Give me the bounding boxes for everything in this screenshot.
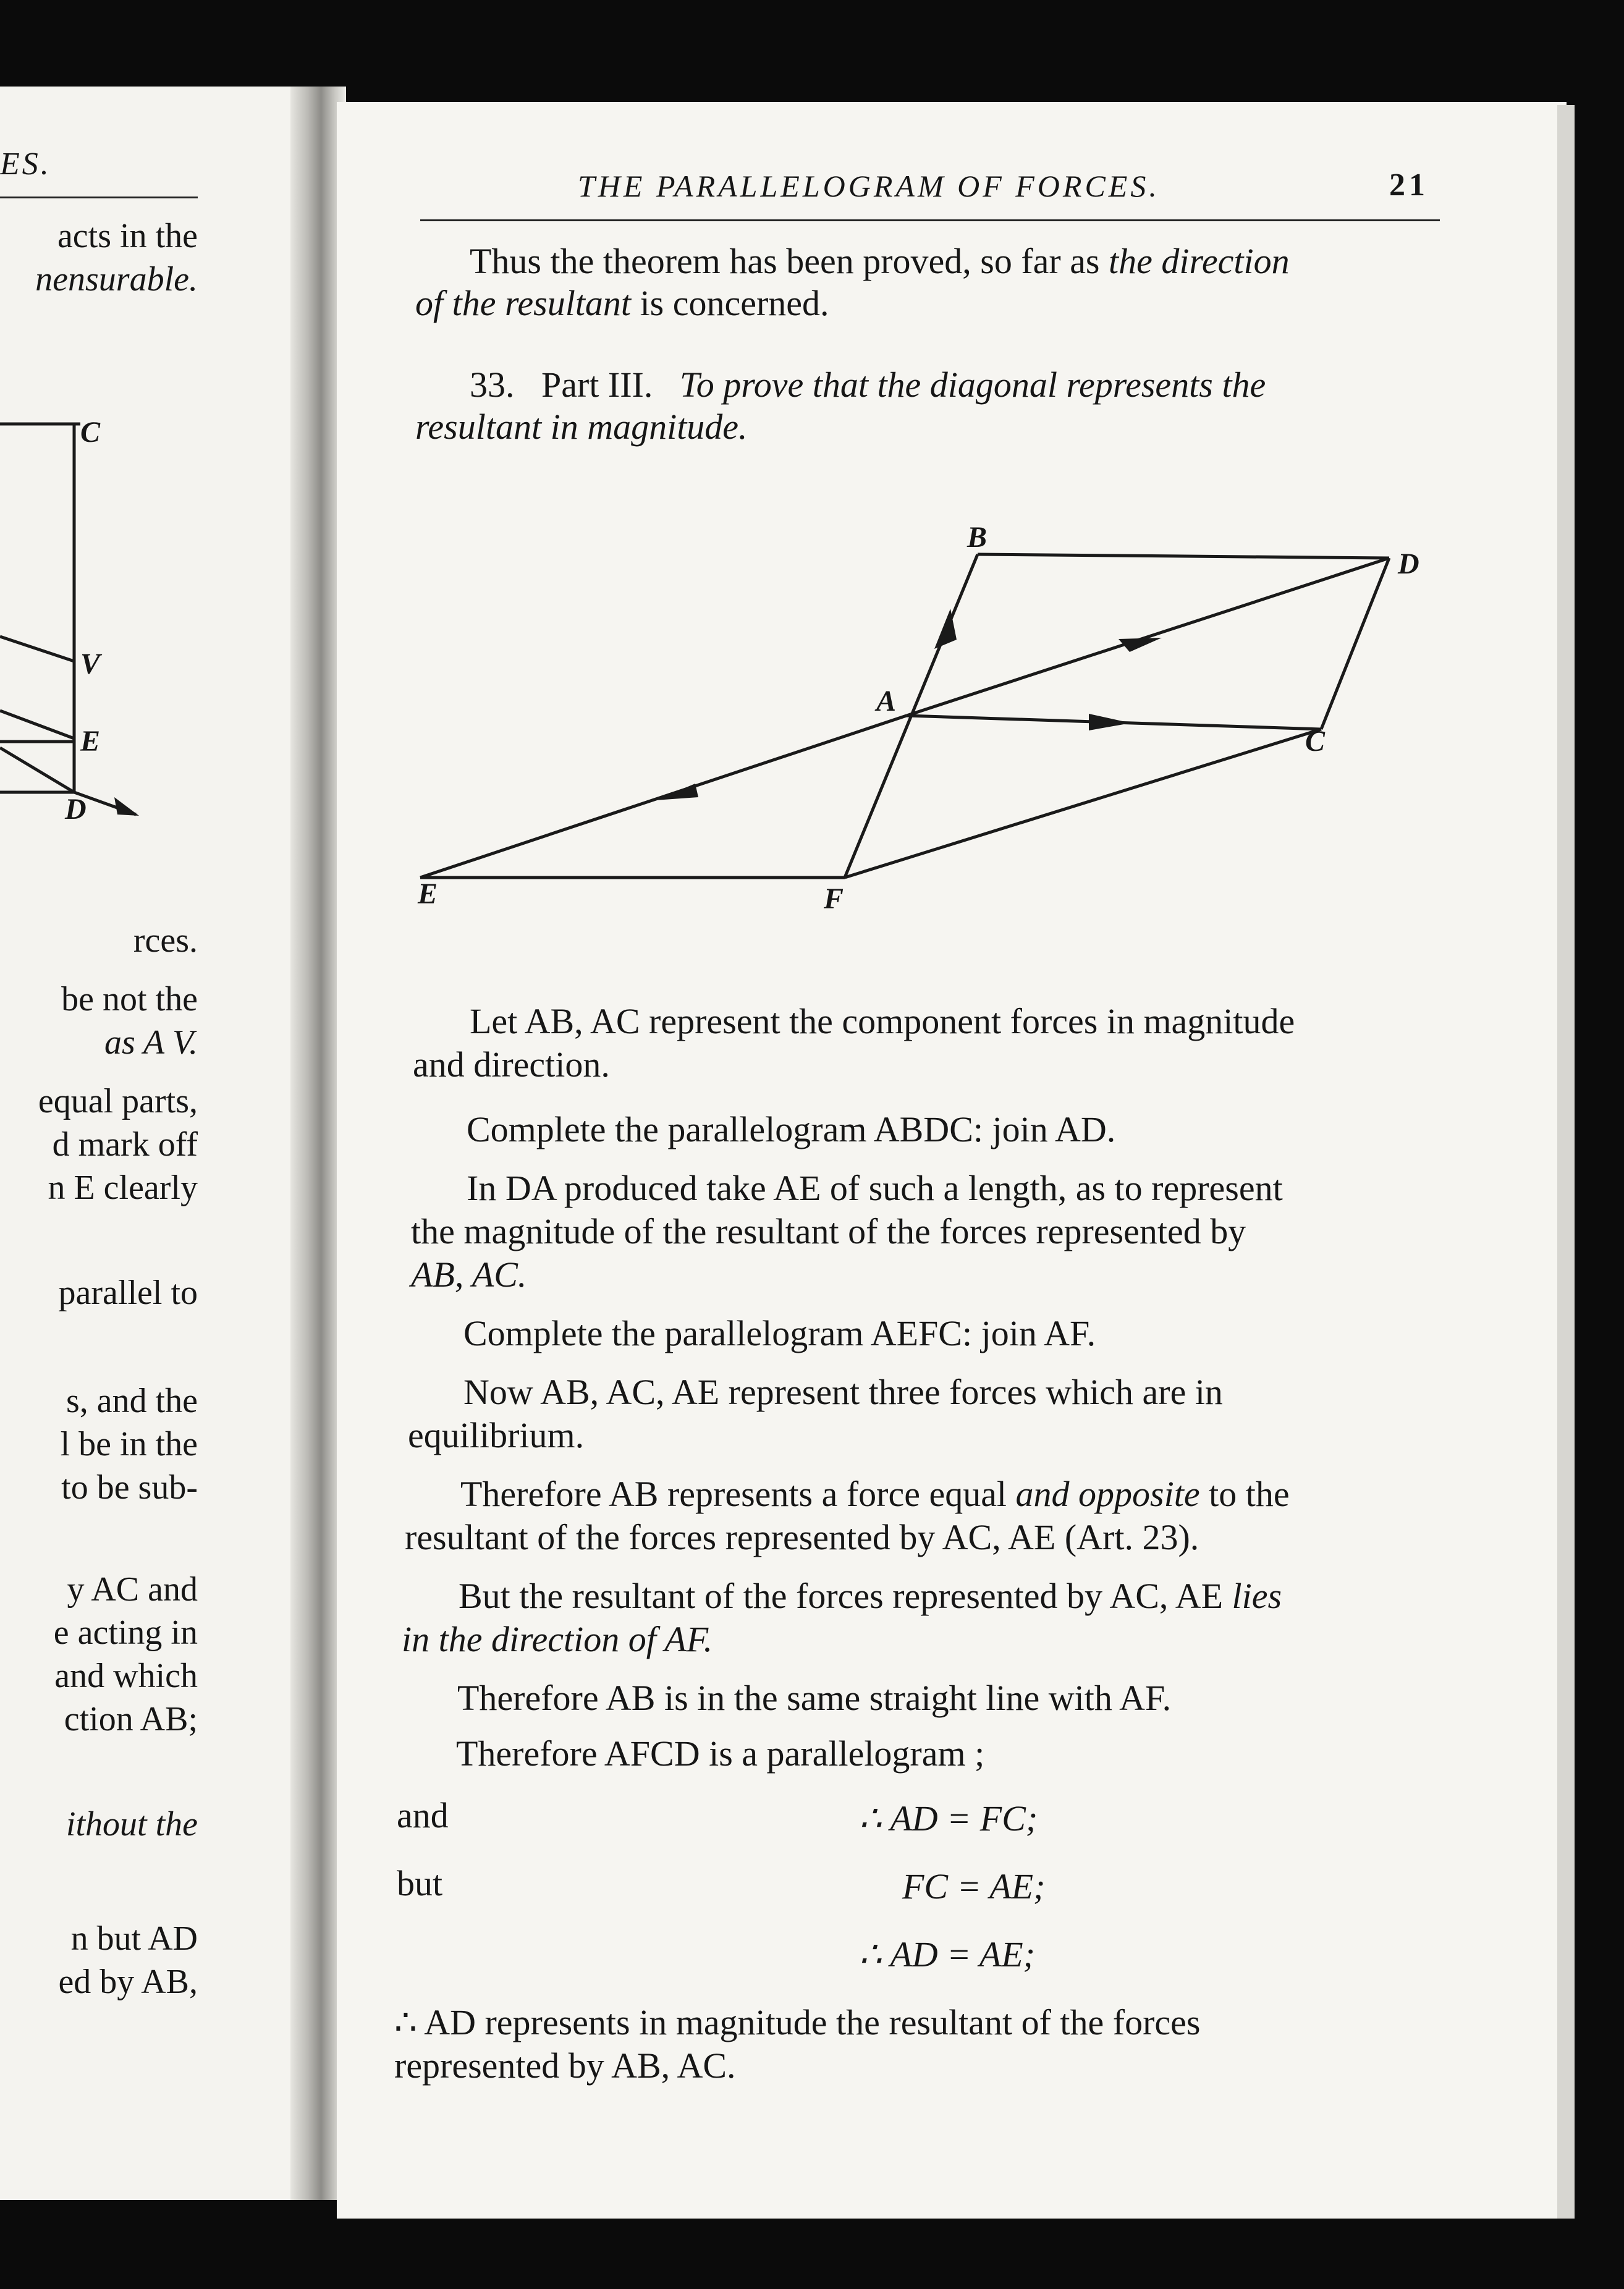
equation-label: but: [397, 1863, 443, 1903]
body-line: Complete the parallelogram AEFC: join AF.: [463, 1313, 1096, 1353]
vertex-label-d: D: [1398, 548, 1419, 580]
vertex-label-f: F: [824, 882, 844, 915]
vertex-label-b: B: [967, 521, 988, 554]
section-title: To prove that the diagonal represents the: [679, 365, 1266, 405]
vertex-label-c: C: [1305, 725, 1326, 758]
vertex-label-e: E: [418, 878, 438, 910]
body-line: Now AB, AC, AE represent three forces which are in: [463, 1372, 1223, 1412]
body-line: In DA produced take AE of such a length, as to represent: [467, 1168, 1283, 1208]
equation: FC = AE;: [902, 1866, 1046, 1906]
body-line: But the resultant of the forces represented by AC, AE lies: [459, 1576, 1282, 1616]
left-line: as A V.: [104, 1023, 198, 1062]
body-line: Therefore AFCD is a parallelogram ;: [456, 1733, 985, 1774]
left-running-head: ES.: [0, 146, 51, 182]
equation: ∴ AD = AE;: [859, 1934, 1035, 1974]
left-line: rces.: [133, 921, 198, 960]
left-line: s, and the: [66, 1382, 198, 1420]
left-line: l be in the: [60, 1425, 198, 1463]
conclusion-line: ∴ AD represents in magnitude the resultant of the forces: [394, 2002, 1201, 2042]
left-line: n E clearly: [48, 1169, 198, 1207]
section-part: Part III.: [541, 365, 653, 405]
section-title-cont: resultant in magnitude.: [415, 407, 748, 447]
left-line: nensurable.: [35, 260, 198, 298]
left-fig-label: E: [80, 725, 101, 758]
body-line: Let AB, AC represent the component forces in magnitude: [470, 1001, 1295, 1041]
running-head: THE PARALLELOGRAM OF FORCES.: [578, 169, 1160, 203]
page-edge: [1557, 105, 1575, 2219]
body-line: resultant of the forces represented by AC, AE (Art. 23).: [405, 1517, 1199, 1557]
left-line: equal parts,: [38, 1082, 198, 1120]
left-line: to be sub-: [61, 1468, 198, 1507]
body-line: in the direction of AF.: [402, 1619, 713, 1659]
body-line: and direction.: [413, 1044, 610, 1085]
left-line: and which: [54, 1657, 198, 1695]
section-number: 33.: [470, 365, 515, 405]
body-line: the magnitude of the resultant of the forces represented by: [411, 1211, 1246, 1251]
left-line: be not the: [61, 980, 198, 1018]
body-line: equilibrium.: [408, 1415, 585, 1455]
intro-line-1: Thus the theorem has been proved, so far as the direction: [470, 241, 1290, 281]
left-line: y AC and: [67, 1570, 198, 1609]
page-number: 21: [1389, 167, 1429, 203]
left-line: n but AD: [70, 1919, 198, 1958]
left-line: ed by AB,: [58, 1963, 198, 2001]
equation-label: and: [397, 1795, 449, 1835]
left-fig-label: C: [80, 416, 101, 449]
left-line: e acting in: [53, 1614, 198, 1652]
head-rule: [420, 219, 1440, 221]
body-line: AB, AC.: [411, 1255, 527, 1295]
left-head-rule: [0, 197, 198, 198]
left-line: acts in the: [57, 217, 198, 255]
left-line: parallel to: [58, 1274, 198, 1312]
section-heading: [470, 365, 1266, 405]
left-line: ction AB;: [64, 1700, 198, 1738]
conclusion-line: represented by AB, AC.: [394, 2046, 736, 2086]
left-line: ithout the: [66, 1805, 198, 1843]
body-line: Complete the parallelogram ABDC: join AD.: [467, 1109, 1116, 1149]
left-fig-label: V: [80, 648, 101, 680]
vertex-label-a: A: [876, 685, 897, 717]
left-line: d mark off: [52, 1125, 198, 1164]
body-line: Therefore AB represents a force equal and opposite to the: [460, 1474, 1290, 1514]
body-line: Therefore AB is in the same straight line with AF.: [457, 1678, 1172, 1718]
intro-line-2: of the resultant is concerned.: [415, 283, 829, 323]
left-fig-label: D: [65, 793, 87, 826]
equation: ∴ AD = FC;: [859, 1798, 1038, 1838]
